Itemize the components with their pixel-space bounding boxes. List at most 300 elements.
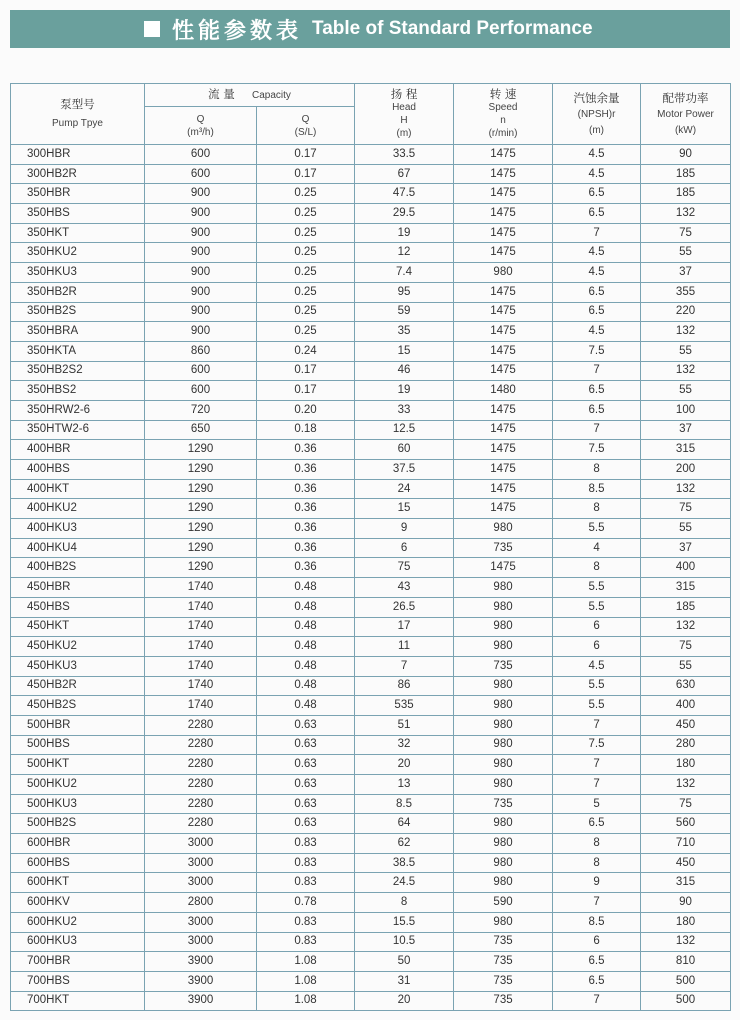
cell-speed: 1475	[454, 223, 553, 243]
table-row	[11, 184, 731, 204]
table-body	[11, 145, 731, 1011]
cell-capacity-sl: 0.63	[257, 755, 355, 775]
table-row	[11, 243, 731, 263]
cell-npsh: 4.5	[553, 322, 641, 342]
cell-capacity-sl: 0.17	[257, 145, 355, 165]
cell-power: 315	[641, 440, 731, 460]
cell-npsh: 6.5	[553, 381, 641, 401]
table-row	[11, 381, 731, 401]
cell-model: 450HKU3	[11, 656, 145, 676]
cell-power: 55	[641, 341, 731, 361]
cell-head: 20	[355, 991, 454, 1011]
cell-head: 12	[355, 243, 454, 263]
cell-power: 710	[641, 834, 731, 854]
header-q2-symbol: Q	[301, 113, 310, 125]
table-row	[11, 145, 731, 165]
cell-model: 600HBR	[11, 834, 145, 854]
cell-capacity-m3h: 3900	[145, 991, 257, 1011]
cell-head: 43	[355, 578, 454, 598]
cell-head: 13	[355, 775, 454, 795]
cell-power: 220	[641, 302, 731, 322]
cell-capacity-m3h: 1740	[145, 578, 257, 598]
cell-model: 400HKU3	[11, 519, 145, 539]
table-row	[11, 696, 731, 716]
header-speed	[454, 84, 553, 145]
cell-power: 90	[641, 893, 731, 913]
cell-power: 132	[641, 361, 731, 381]
header-q1-symbol: Q	[196, 113, 205, 125]
cell-head: 32	[355, 735, 454, 755]
cell-head: 67	[355, 164, 454, 184]
cell-model: 350HB2S2	[11, 361, 145, 381]
cell-power: 132	[641, 932, 731, 952]
table-row	[11, 499, 731, 519]
table-row	[11, 460, 731, 480]
cell-capacity-sl: 0.36	[257, 538, 355, 558]
cell-capacity-sl: 0.36	[257, 499, 355, 519]
cell-head: 17	[355, 617, 454, 637]
table-row	[11, 479, 731, 499]
cell-speed: 980	[454, 617, 553, 637]
cell-power: 185	[641, 597, 731, 617]
square-bullet-icon	[144, 21, 160, 37]
cell-capacity-sl: 0.83	[257, 873, 355, 893]
cell-power: 132	[641, 775, 731, 795]
cell-capacity-sl: 0.36	[257, 460, 355, 480]
cell-capacity-sl: 0.36	[257, 440, 355, 460]
cell-npsh: 5	[553, 794, 641, 814]
cell-power: 200	[641, 460, 731, 480]
cell-head: 64	[355, 814, 454, 834]
cell-power: 75	[641, 637, 731, 657]
cell-capacity-m3h: 900	[145, 184, 257, 204]
header-q2-unit: (S/L)	[294, 126, 317, 138]
cell-model: 350HBS	[11, 204, 145, 224]
cell-npsh: 9	[553, 873, 641, 893]
cell-power: 450	[641, 715, 731, 735]
cell-power: 450	[641, 853, 731, 873]
cell-capacity-sl: 0.48	[257, 597, 355, 617]
cell-capacity-m3h: 2280	[145, 755, 257, 775]
cell-npsh: 7	[553, 361, 641, 381]
table-row	[11, 715, 731, 735]
cell-power: 400	[641, 558, 731, 578]
cell-speed: 980	[454, 873, 553, 893]
table-row	[11, 440, 731, 460]
cell-capacity-m3h: 1290	[145, 538, 257, 558]
cell-capacity-m3h: 1290	[145, 460, 257, 480]
cell-speed: 735	[454, 991, 553, 1011]
header-model	[11, 84, 145, 145]
cell-npsh: 7.5	[553, 341, 641, 361]
header-q-m3h	[145, 107, 257, 145]
cell-capacity-m3h: 3000	[145, 912, 257, 932]
cell-npsh: 6.5	[553, 814, 641, 834]
cell-head: 24	[355, 479, 454, 499]
header-capacity	[145, 84, 355, 107]
cell-speed: 1475	[454, 204, 553, 224]
cell-capacity-m3h: 3900	[145, 971, 257, 991]
cell-capacity-sl: 0.17	[257, 164, 355, 184]
cell-npsh: 6	[553, 617, 641, 637]
cell-head: 19	[355, 223, 454, 243]
header-npsh-en: (NPSH)r	[577, 108, 616, 120]
header-speed-symbol: n	[500, 115, 506, 126]
cell-npsh: 7.5	[553, 735, 641, 755]
cell-power: 132	[641, 204, 731, 224]
table-row	[11, 538, 731, 558]
table-row	[11, 617, 731, 637]
cell-npsh: 5.5	[553, 578, 641, 598]
cell-capacity-m3h: 2280	[145, 715, 257, 735]
cell-capacity-m3h: 3000	[145, 853, 257, 873]
cell-model: 350HKU2	[11, 243, 145, 263]
cell-model: 300HBR	[11, 145, 145, 165]
cell-capacity-sl: 1.08	[257, 991, 355, 1011]
cell-head: 535	[355, 696, 454, 716]
cell-power: 400	[641, 696, 731, 716]
cell-power: 37	[641, 538, 731, 558]
cell-head: 29.5	[355, 204, 454, 224]
cell-npsh: 7	[553, 223, 641, 243]
cell-model: 500HKU2	[11, 775, 145, 795]
performance-table	[10, 83, 731, 1011]
table-header	[11, 84, 731, 145]
cell-capacity-m3h: 650	[145, 420, 257, 440]
page-title-en: Table of Standard Performance	[312, 18, 593, 39]
cell-speed: 980	[454, 696, 553, 716]
cell-speed: 980	[454, 676, 553, 696]
cell-power: 180	[641, 755, 731, 775]
cell-capacity-m3h: 1740	[145, 637, 257, 657]
header-model-en: Pump Tpye	[52, 118, 103, 129]
cell-capacity-sl: 0.25	[257, 302, 355, 322]
cell-npsh: 4.5	[553, 656, 641, 676]
cell-head: 60	[355, 440, 454, 460]
cell-model: 600HKV	[11, 893, 145, 913]
cell-npsh: 6.5	[553, 302, 641, 322]
cell-head: 8	[355, 893, 454, 913]
cell-head: 50	[355, 952, 454, 972]
cell-model: 400HB2S	[11, 558, 145, 578]
cell-head: 38.5	[355, 853, 454, 873]
cell-head: 12.5	[355, 420, 454, 440]
cell-speed: 1475	[454, 440, 553, 460]
cell-capacity-sl: 0.63	[257, 715, 355, 735]
cell-head: 6	[355, 538, 454, 558]
cell-npsh: 7	[553, 775, 641, 795]
table-row	[11, 322, 731, 342]
cell-speed: 980	[454, 853, 553, 873]
cell-model: 450HB2S	[11, 696, 145, 716]
cell-power: 132	[641, 322, 731, 342]
cell-head: 9	[355, 519, 454, 539]
cell-capacity-m3h: 600	[145, 361, 257, 381]
cell-speed: 980	[454, 834, 553, 854]
cell-head: 20	[355, 755, 454, 775]
cell-capacity-m3h: 2800	[145, 893, 257, 913]
header-npsh-unit: (m)	[589, 124, 605, 136]
cell-capacity-m3h: 900	[145, 282, 257, 302]
cell-power: 37	[641, 420, 731, 440]
header-npsh-cn: 汽蚀余量	[573, 90, 620, 105]
cell-capacity-sl: 0.83	[257, 834, 355, 854]
cell-head: 47.5	[355, 184, 454, 204]
cell-capacity-m3h: 1290	[145, 479, 257, 499]
cell-capacity-m3h: 3000	[145, 834, 257, 854]
cell-npsh: 8	[553, 834, 641, 854]
cell-model: 350HBR	[11, 184, 145, 204]
cell-head: 95	[355, 282, 454, 302]
cell-capacity-m3h: 2280	[145, 775, 257, 795]
cell-model: 500HBR	[11, 715, 145, 735]
cell-capacity-m3h: 600	[145, 381, 257, 401]
cell-power: 75	[641, 499, 731, 519]
cell-speed: 980	[454, 912, 553, 932]
cell-capacity-m3h: 3000	[145, 932, 257, 952]
cell-model: 350HRW2-6	[11, 400, 145, 420]
table-row	[11, 971, 731, 991]
cell-npsh: 4	[553, 538, 641, 558]
cell-model: 400HBS	[11, 460, 145, 480]
header-q1-unit: (m³/h)	[187, 126, 214, 138]
table-row	[11, 834, 731, 854]
cell-npsh: 6.5	[553, 952, 641, 972]
cell-npsh: 4.5	[553, 243, 641, 263]
cell-capacity-m3h: 2280	[145, 735, 257, 755]
cell-capacity-m3h: 1740	[145, 617, 257, 637]
cell-capacity-sl: 0.48	[257, 696, 355, 716]
cell-power: 37	[641, 263, 731, 283]
header-head-cn: 扬 程	[390, 87, 418, 101]
cell-head: 8.5	[355, 794, 454, 814]
cell-capacity-sl: 0.36	[257, 558, 355, 578]
cell-speed: 980	[454, 775, 553, 795]
table-row	[11, 656, 731, 676]
header-power-en: Motor Power	[657, 108, 714, 120]
table-row	[11, 873, 731, 893]
cell-npsh: 4.5	[553, 164, 641, 184]
header-power	[641, 84, 731, 145]
cell-power: 500	[641, 991, 731, 1011]
header-npsh	[553, 84, 641, 145]
cell-model: 350HB2S	[11, 302, 145, 322]
cell-power: 75	[641, 794, 731, 814]
cell-model: 450HB2R	[11, 676, 145, 696]
table-row	[11, 361, 731, 381]
cell-npsh: 6	[553, 932, 641, 952]
cell-power: 75	[641, 223, 731, 243]
cell-npsh: 5.5	[553, 597, 641, 617]
cell-npsh: 7	[553, 715, 641, 735]
table-row	[11, 637, 731, 657]
cell-power: 132	[641, 479, 731, 499]
cell-model: 450HBS	[11, 597, 145, 617]
cell-speed: 735	[454, 932, 553, 952]
cell-model: 300HB2R	[11, 164, 145, 184]
cell-capacity-m3h: 1740	[145, 656, 257, 676]
cell-capacity-m3h: 900	[145, 204, 257, 224]
header-speed-en: Speed	[488, 102, 518, 113]
page-title-cn: 性能参数表	[172, 18, 303, 44]
cell-model: 700HKT	[11, 991, 145, 1011]
header-q-sl	[257, 107, 355, 145]
cell-capacity-m3h: 900	[145, 322, 257, 342]
cell-speed: 1475	[454, 164, 553, 184]
table-row	[11, 991, 731, 1011]
table-row	[11, 952, 731, 972]
cell-head: 75	[355, 558, 454, 578]
cell-speed: 980	[454, 715, 553, 735]
cell-capacity-m3h: 1290	[145, 519, 257, 539]
cell-capacity-sl: 0.83	[257, 912, 355, 932]
cell-capacity-sl: 0.83	[257, 853, 355, 873]
cell-capacity-sl: 0.48	[257, 637, 355, 657]
table-row	[11, 775, 731, 795]
header-head-symbol: H	[400, 115, 408, 126]
cell-model: 450HKU2	[11, 637, 145, 657]
header-speed-unit: (r/min)	[488, 128, 518, 139]
cell-capacity-sl: 0.63	[257, 794, 355, 814]
cell-npsh: 5.5	[553, 696, 641, 716]
cell-head: 62	[355, 834, 454, 854]
cell-capacity-sl: 0.63	[257, 735, 355, 755]
cell-npsh: 6.5	[553, 971, 641, 991]
table-row	[11, 735, 731, 755]
cell-speed: 1475	[454, 243, 553, 263]
title-banner	[10, 10, 730, 48]
cell-power: 315	[641, 578, 731, 598]
table-row	[11, 282, 731, 302]
cell-model: 600HKU3	[11, 932, 145, 952]
cell-capacity-m3h: 1740	[145, 696, 257, 716]
cell-power: 55	[641, 381, 731, 401]
table-row	[11, 794, 731, 814]
cell-head: 35	[355, 322, 454, 342]
header-capacity-cn: 流 量	[208, 87, 235, 101]
table-row	[11, 420, 731, 440]
cell-speed: 1475	[454, 322, 553, 342]
cell-capacity-sl: 0.48	[257, 676, 355, 696]
cell-power: 355	[641, 282, 731, 302]
cell-speed: 1475	[454, 341, 553, 361]
header-power-cn: 配带功率	[662, 90, 709, 105]
cell-power: 185	[641, 164, 731, 184]
cell-model: 500HKU3	[11, 794, 145, 814]
cell-capacity-m3h: 2280	[145, 794, 257, 814]
cell-model: 450HKT	[11, 617, 145, 637]
cell-speed: 980	[454, 263, 553, 283]
cell-speed: 1475	[454, 145, 553, 165]
cell-speed: 1475	[454, 558, 553, 578]
cell-speed: 1475	[454, 460, 553, 480]
cell-capacity-m3h: 2280	[145, 814, 257, 834]
cell-capacity-sl: 0.36	[257, 519, 355, 539]
cell-power: 132	[641, 617, 731, 637]
cell-npsh: 8	[553, 499, 641, 519]
cell-npsh: 8.5	[553, 479, 641, 499]
table-row	[11, 400, 731, 420]
header-power-unit: (kW)	[674, 124, 697, 136]
cell-capacity-m3h: 860	[145, 341, 257, 361]
cell-npsh: 6.5	[553, 400, 641, 420]
cell-capacity-sl: 0.18	[257, 420, 355, 440]
cell-speed: 735	[454, 794, 553, 814]
cell-capacity-sl: 0.25	[257, 322, 355, 342]
cell-power: 185	[641, 184, 731, 204]
cell-speed: 1475	[454, 499, 553, 519]
cell-power: 100	[641, 400, 731, 420]
cell-head: 11	[355, 637, 454, 657]
cell-model: 350HTW2-6	[11, 420, 145, 440]
cell-speed: 980	[454, 597, 553, 617]
table-row	[11, 223, 731, 243]
cell-model: 350HB2R	[11, 282, 145, 302]
cell-head: 10.5	[355, 932, 454, 952]
cell-capacity-m3h: 3000	[145, 873, 257, 893]
cell-power: 90	[641, 145, 731, 165]
cell-capacity-sl: 0.25	[257, 263, 355, 283]
cell-npsh: 8	[553, 460, 641, 480]
cell-head: 19	[355, 381, 454, 401]
cell-speed: 735	[454, 952, 553, 972]
cell-capacity-m3h: 1290	[145, 440, 257, 460]
cell-capacity-sl: 0.17	[257, 361, 355, 381]
table-row	[11, 341, 731, 361]
cell-npsh: 7	[553, 420, 641, 440]
cell-power: 315	[641, 873, 731, 893]
cell-capacity-sl: 0.20	[257, 400, 355, 420]
cell-speed: 1475	[454, 302, 553, 322]
cell-model: 600HKU2	[11, 912, 145, 932]
table-row	[11, 755, 731, 775]
cell-speed: 1475	[454, 479, 553, 499]
table-row	[11, 912, 731, 932]
cell-speed: 980	[454, 519, 553, 539]
cell-speed: 980	[454, 735, 553, 755]
cell-npsh: 8	[553, 558, 641, 578]
cell-head: 31	[355, 971, 454, 991]
cell-speed: 980	[454, 637, 553, 657]
cell-model: 500HB2S	[11, 814, 145, 834]
table-row	[11, 814, 731, 834]
cell-model: 500HKT	[11, 755, 145, 775]
table-row	[11, 893, 731, 913]
cell-capacity-sl: 1.08	[257, 971, 355, 991]
cell-npsh: 6.5	[553, 282, 641, 302]
table-row	[11, 853, 731, 873]
cell-head: 26.5	[355, 597, 454, 617]
cell-speed: 1475	[454, 282, 553, 302]
cell-capacity-sl: 0.25	[257, 184, 355, 204]
cell-capacity-sl: 0.48	[257, 578, 355, 598]
cell-model: 350HBS2	[11, 381, 145, 401]
cell-capacity-m3h: 3900	[145, 952, 257, 972]
cell-head: 46	[355, 361, 454, 381]
cell-speed: 735	[454, 656, 553, 676]
table-row	[11, 676, 731, 696]
table-row	[11, 932, 731, 952]
cell-model: 400HKU4	[11, 538, 145, 558]
cell-npsh: 6	[553, 637, 641, 657]
cell-speed: 1475	[454, 400, 553, 420]
cell-speed: 1475	[454, 420, 553, 440]
header-model-cn: 泵型号	[60, 97, 95, 111]
cell-power: 280	[641, 735, 731, 755]
cell-head: 15	[355, 341, 454, 361]
cell-speed: 980	[454, 578, 553, 598]
cell-model: 500HBS	[11, 735, 145, 755]
